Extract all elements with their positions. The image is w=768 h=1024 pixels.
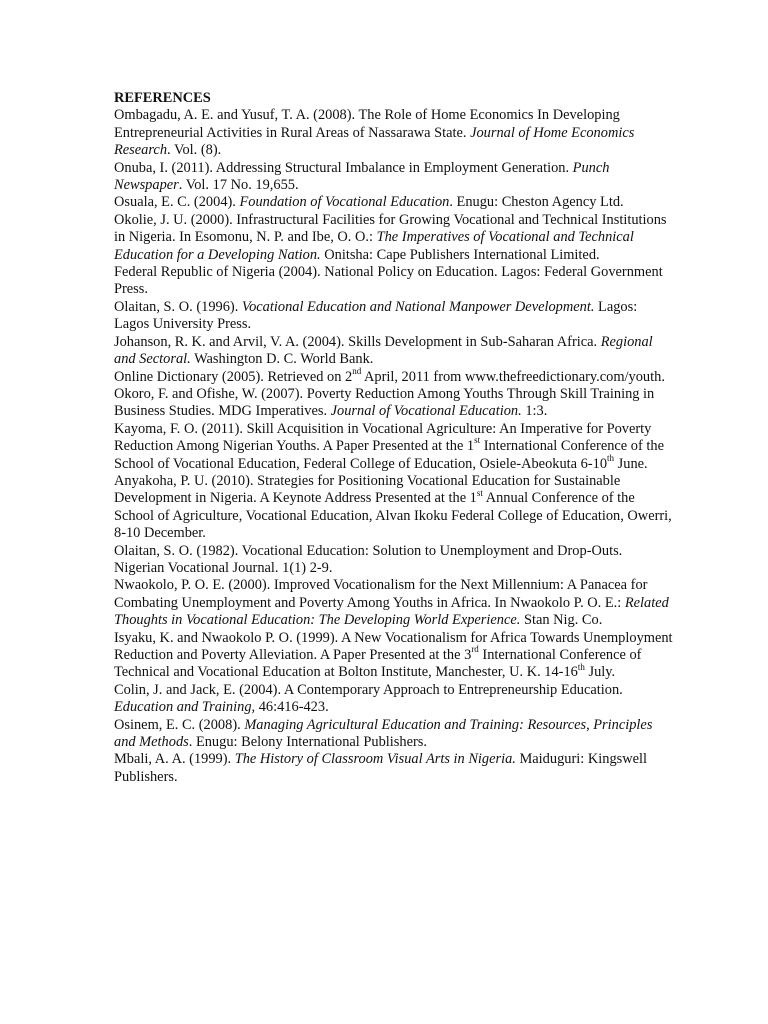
reference-text-segment: April, 2011 from www.thefreedictionary.com/youth. [361,368,665,385]
reference-text-segment: Ombagadu, A. E. and Yusuf, T. A. (2008). The Role of Home Economics In Developing Entrepreneurial Activities in Rural Areas of Nassarawa State. [114,107,620,141]
reference-text-segment: Isyaku, K. and Nwaokolo P. O. (1999). A New Vocationalism for Africa Towards Unemployment Reduction and Poverty Alleviation. A Paper Presented at the 3 [114,629,673,663]
reference-text-segment: 46:416-423. [255,699,329,716]
reference-italic-segment: Regional and Sectoral. [114,333,653,368]
reference-text-segment: Onuba, I. (2011). Addressing Structural Imbalance in Employment Generation. [114,159,573,176]
reference-text-segment: Anyakoha, P. U. (2010). Strategies for Positioning Vocational Education for Sustainable Development in Nigeria. A Keynote Address Presented at the 1 [114,472,621,507]
reference-text-segment: Maiduguri: Kingswell Publishers. [114,751,648,785]
reference-text-segment: Mbali, A. A. (1999). [114,751,235,768]
reference-entry [114,717,674,752]
reference-entry [114,194,674,211]
reference-entry [114,386,674,421]
reference-superscript: th [577,661,585,672]
reference-italic-segment: Related Thoughts in Vocational Education: The Developing World Experience. [114,594,669,629]
reference-italic-segment: Punch Newspaper [114,159,610,194]
reference-text-segment: . Vol. 17 No. 19,655. [178,177,299,194]
reference-entry [114,577,674,629]
reference-text-segment: Osinem, E. C. (2008). [114,716,245,733]
reference-text-segment: Okolie, J. U. (2000). Infrastructural Facilities for Growing Vocational and Technical Institutions in Nigeria. In Esomonu, N. P. and Ibe, O. O.: [114,211,667,246]
reference-list [114,107,674,786]
reference-superscript: st [476,487,483,498]
reference-entry [114,682,674,717]
reference-text-segment: July. [584,664,616,681]
reference-italic-segment: Journal of Vocational Education. [330,403,522,420]
reference-italic-segment: Foundation of Vocational Education [239,194,450,211]
reference-text-segment: June. [614,455,648,472]
reference-text-segment: Olaitan, S. O. (1996). [114,298,242,315]
reference-text-segment: Washington D. C. World Bank. [190,351,374,368]
reference-text-segment: Online Dictionary (2005). Retrieved on 2 [114,368,353,385]
reference-text-segment: . Vol. (8). [167,142,222,159]
reference-italic-segment: Journal of Home Economics Research [114,124,635,159]
reference-text-segment: Osuala, E. C. (2004). [114,194,240,211]
reference-superscript: th [607,452,615,463]
reference-entry [114,630,674,682]
document-page [114,90,674,786]
reference-entry [114,543,674,578]
reference-text-segment: Onitsha: Cape Publishers International Limited. [320,246,600,263]
reference-text-segment: Lagos: Lagos University Press. [114,298,638,333]
reference-text-segment: Annual Conference of the School of Agriculture, Vocational Education, Alvan Ikoku Federal College of Education, Owerri, 8-10 December. [114,490,672,542]
reference-entry [114,160,674,195]
reference-italic-segment: The History of Classroom Visual Arts in Nigeria. [234,751,516,768]
reference-text-segment: 1:3. [521,403,548,420]
reference-text-segment: Colin, J. and Jack, E. (2004). A Contemporary Approach to Entrepreneurship Education. [114,681,623,698]
reference-italic-segment: Education and Training, [114,699,256,716]
reference-text-segment: International Conference of the School of Vocational Education, Federal College of Education, Osiele-Abeokuta 6-10 [114,438,664,472]
references-heading: REFERENCES [114,90,211,106]
reference-italic-segment: Managing Agricultural Education and Training: Resources, Principles and Methods [114,716,653,751]
reference-entry [114,473,674,543]
reference-text-segment: Stan Nig. Co. [520,612,603,629]
reference-text-segment: Okoro, F. and Ofishe, W. (2007). Poverty Reduction Among Youths Through Skill Training in Business Studies. MDG Imperatives. [114,385,655,420]
reference-italic-segment: Vocational Education and National Manpower Development. [241,298,595,315]
reference-entry [114,107,674,159]
reference-entry [114,751,674,786]
reference-text-segment: International Conference of Technical and Vocational Education at Bolton Institute, Manchester, U. K. 14-16 [114,647,642,681]
reference-entry [114,421,674,473]
reference-text-segment: Olaitan, S. O. (1982). Vocational Education: Solution to Unemployment and Drop-Outs. Nigerian Vocational Journal. 1(1) 2-9. [114,542,623,576]
reference-entry [114,264,674,299]
reference-entry [114,365,674,386]
reference-italic-segment: The Imperatives of Vocational and Technical Education for a Developing Nation. [114,229,634,263]
reference-superscript: st [474,435,481,446]
reference-text-segment: . Enugu: Belony International Publishers. [188,734,427,751]
reference-superscript: rd [471,644,479,655]
reference-entry [114,334,674,369]
reference-entry [114,299,674,334]
reference-entry [114,212,674,264]
reference-text-segment: Kayoma, F. O. (2011). Skill Acquisition in Vocational Agriculture: An Imperative for Poverty Reduction Among Nigerian Youths. A Paper Presented at the 1 [114,420,652,455]
reference-text-segment: Johanson, R. K. and Arvil, V. A. (2004). Skills Development in Sub-Saharan Africa. [114,333,601,350]
reference-text-segment: Federal Republic of Nigeria (2004). National Policy on Education. Lagos: Federal Government Press. [114,264,663,298]
reference-text-segment: Nwaokolo, P. O. E. (2000). Improved Vocationalism for the Next Millennium: A Panacea for Combating Unemployment and Poverty Among Youths in Africa. In Nwaokolo P. O. E.: [114,577,648,611]
reference-superscript: nd [352,365,362,376]
reference-text-segment: . Enugu: Cheston Agency Ltd. [449,194,624,211]
